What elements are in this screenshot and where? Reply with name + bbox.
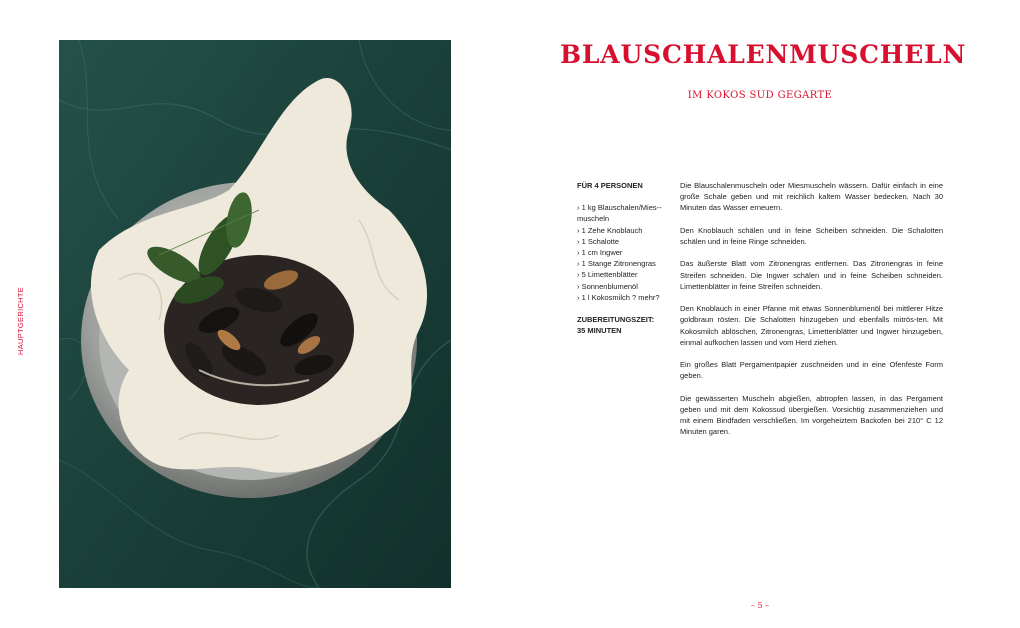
ingredient-item: › 1 l Kokosmilch ? mehr?: [577, 292, 660, 302]
instruction-paragraph: Die Blauschalenmuscheln oder Miesmuscheln wässern. Dafür einfach in eine große Schale geben und mit reichlich kaltem Wasser bedecken. Nach 30 Minuten das Wasser erneuern.: [680, 181, 943, 213]
instruction-paragraph: Ein großes Blatt Pergamentpapier zuschneiden und in eine Ofenfeste Form geben.: [680, 360, 943, 381]
instructions-column: [680, 180, 943, 449]
prep-time-value: 35 MINUTEN: [577, 326, 622, 336]
section-label: HAUPTGERICHTE: [16, 286, 25, 356]
instruction-paragraph: Die gewässerten Muscheln abgießen, abtropfen lassen, in das Pergament geben und mit dem Kokossud übergießen. Vorsichtig zusammenziehen und mit einem Bindfaden verschließen. Im vorgeheiztem Backofen bei 210° C 12 Minuten garen.: [680, 393, 943, 437]
mussels-illustration: [59, 40, 451, 588]
instruction-paragraph: Den Knoblauch in einer Pfanne mit etwas Sonnenblumenöl bei mittlerer Hitze goldbraun rösten. Die Schalotten hinzugeben und ebenfalls mitrös-ten. Mit Kokosmilch ablöschen, Zitronengras, Limettenblätter und Ingwer hinzugeben, einmal aufkochen lassen und vom Herd ziehen.: [680, 304, 943, 347]
ingredient-item: › 1 kg Blauschalen/Mies-muscheln: [577, 203, 662, 224]
ingredient-item: › 1 Zehe Knoblauch: [577, 225, 643, 235]
ingredient-item: › 1 Schalotte: [577, 236, 620, 246]
instruction-paragraph: Den Knoblauch schälen und in feine Scheiben schneiden. Die Schalotten schälen und in feine Ringe schneiden.: [680, 225, 943, 246]
ingredient-item: › 1 Stange Zitronengras: [577, 259, 656, 269]
ingredient-item: › 5 Limettenblätter: [577, 270, 638, 280]
ingredients-column: [577, 180, 677, 336]
ingredient-item: › 1 cm Ingwer: [577, 248, 623, 258]
instruction-paragraph: Das äußerste Blatt vom Zitronengras entfernen. Das Zitronengras in feine Streifen schneiden. Die Ingwer schälen und in feine Scheiben schneiden. Limettenblätter in feine Streifen schneiden.: [680, 259, 943, 291]
page-number: – 5 –: [750, 601, 770, 610]
recipe-subtitle: IM KOKOS SUD GEGARTE: [687, 90, 833, 101]
servings-heading: FÜR 4 PERSONEN: [577, 181, 643, 190]
prep-time-label: ZUBEREITUNGSZEIT:: [577, 315, 655, 325]
recipe-title: BLAUSCHALENMUSCHELN: [560, 40, 967, 69]
ingredient-list: [577, 202, 677, 303]
mussels-photo: [59, 40, 451, 588]
ingredient-item: › Sonnenblumenöl: [577, 281, 638, 291]
